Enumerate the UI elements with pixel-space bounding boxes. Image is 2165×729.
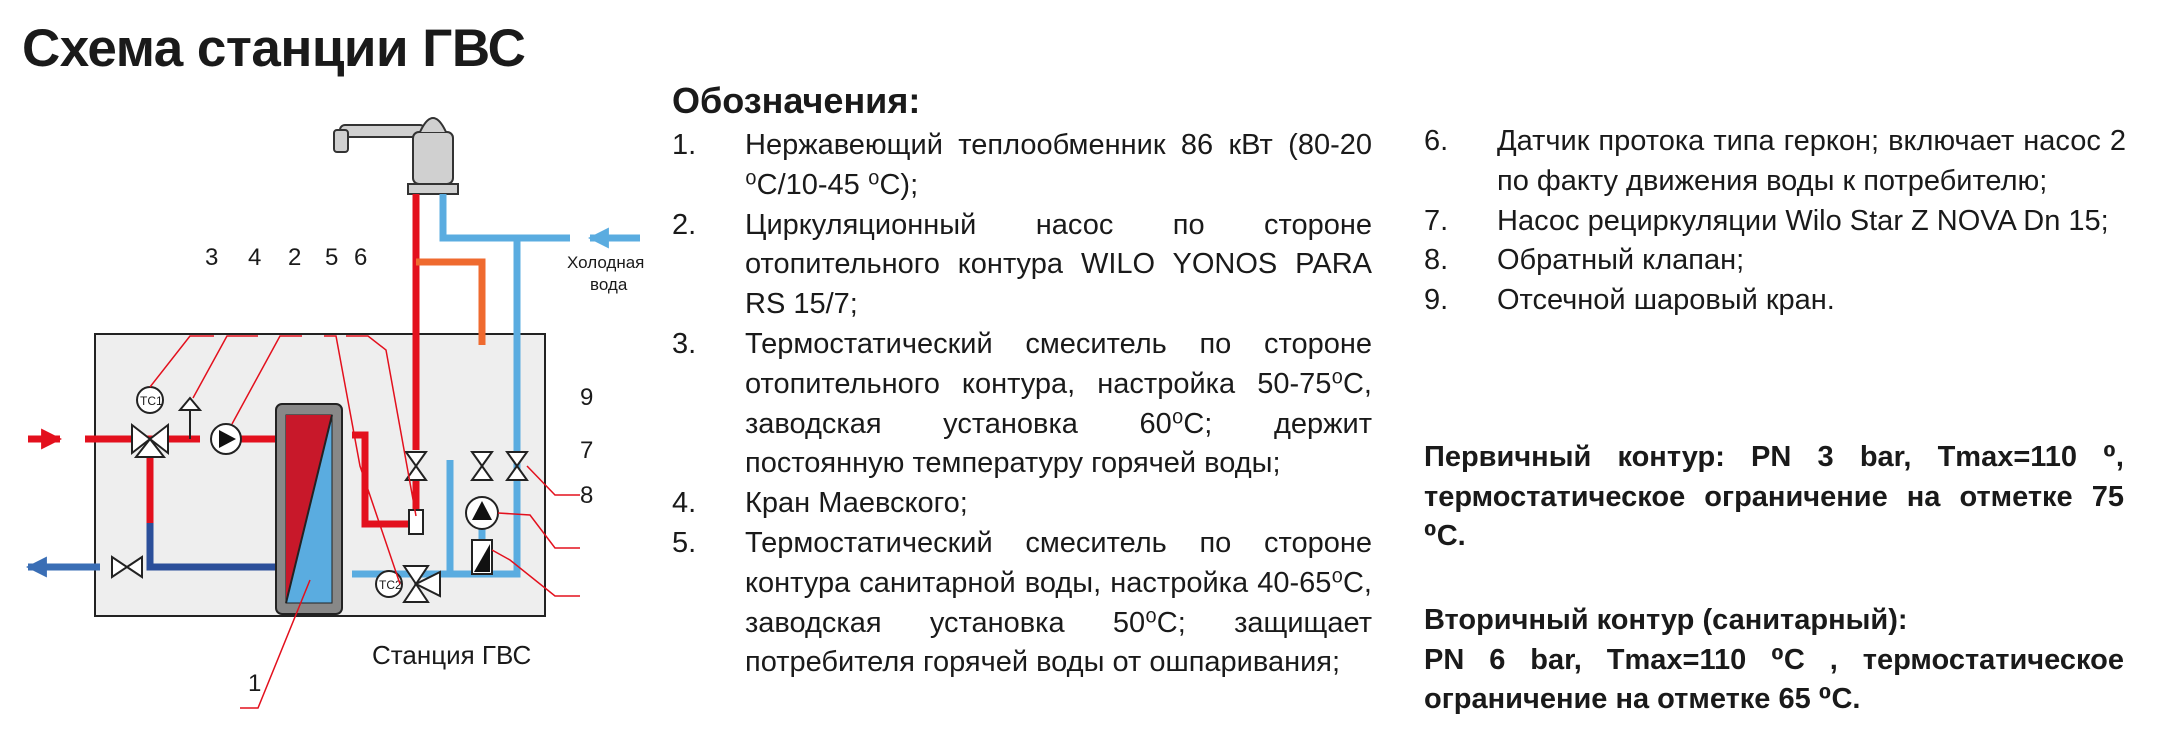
legend-column-2 xyxy=(1424,122,2126,321)
legend-title: Обозначения: xyxy=(672,80,921,121)
legend-item xyxy=(672,325,1372,484)
callout-7: 7 xyxy=(580,437,594,464)
callout-6: 6 xyxy=(354,244,368,271)
page-title: Схема станции ГВС xyxy=(22,19,526,78)
sensor-tc2 xyxy=(376,571,402,597)
legend-item xyxy=(1424,122,2126,202)
legend-item-text: Кран Маевского; xyxy=(745,487,968,520)
callout-8: 8 xyxy=(580,482,594,509)
legend-item xyxy=(672,484,1372,524)
legend-item-text: Нержавеющий теплообменник 86 кВт (80-20 ⁰С/10-45 ⁰С); xyxy=(745,129,1372,201)
faucet-icon xyxy=(334,118,458,194)
callout-1: 1 xyxy=(248,670,262,697)
recirculation-pipe xyxy=(416,262,482,345)
callout-9: 9 xyxy=(580,384,594,411)
recirculation-pump-7 xyxy=(466,497,498,529)
secondary-circuit-text: PN 6 bar, Tmax=110 ⁰С , термостатическое ограничение на отметке 65 ⁰С. xyxy=(1424,643,2124,716)
legend-item-text: Насос рециркуляции Wilo Star Z NOVA Dn 15; xyxy=(1497,204,2109,237)
legend-item-text: Термостатический смеситель по стороне контура санитарной воды, настройка 40-65⁰С, заводская установка 50⁰С; защищает потребителя горячей воды от ошпаривания; xyxy=(745,526,1372,679)
legend-item xyxy=(1424,202,2126,242)
circulation-pump-2 xyxy=(211,424,241,454)
primary-circuit-note: Первичный контур: PN 3 bar, Tmax=110 ⁰, термостатическое ограничение на отметке 75 ⁰С. xyxy=(1424,441,2124,553)
legend-item xyxy=(672,206,1372,325)
cold-water-label-line1: Холодная xyxy=(567,253,645,272)
legend-item-number: 9. xyxy=(1424,284,1449,317)
legend-item xyxy=(672,126,1372,206)
legend-item xyxy=(672,524,1372,683)
legend-item xyxy=(1424,241,2126,281)
legend-item-number: 8. xyxy=(1424,244,1449,277)
legend-column-1 xyxy=(672,126,1372,683)
secondary-circuit-note xyxy=(1424,601,2124,720)
check-valve-8 xyxy=(472,540,492,574)
legend-item-number: 7. xyxy=(1424,204,1449,237)
legend-item-text: Отсечной шаровый кран. xyxy=(1497,284,1835,317)
legend-item-number: 1. xyxy=(672,129,697,161)
station-label: Станция ГВС xyxy=(372,640,532,670)
legend-item-number: 2. xyxy=(672,208,697,241)
callout-5: 5 xyxy=(325,244,339,271)
legend-item-number: 4. xyxy=(672,487,697,520)
legend-item-text: Датчик протока типа геркон; включает насос 2 по факту движения воды к потребителю; xyxy=(1497,125,2126,197)
callout-2: 2 xyxy=(288,244,302,271)
callout-4: 4 xyxy=(248,244,262,271)
legend-item-text: Термостатический смеситель по стороне отопительного контура, настройка 50-75⁰С, заводская установка 60⁰С; держит постоянную температуру горячей воды; xyxy=(745,327,1372,480)
dhw-station-diagram xyxy=(0,100,660,729)
legend-item-text: Обратный клапан; xyxy=(1497,244,1745,277)
legend-item-number: 6. xyxy=(1424,125,1449,157)
cold-water-label-line2: вода xyxy=(590,275,628,294)
svg-text:TC2: TC2 xyxy=(379,578,402,592)
legend-item-number: 3. xyxy=(672,327,697,360)
legend-item xyxy=(1424,281,2126,321)
sensor-tc1 xyxy=(137,387,163,413)
svg-text:TC1: TC1 xyxy=(140,394,163,408)
callout-3: 3 xyxy=(205,244,219,271)
legend-item-number: 5. xyxy=(672,526,697,559)
legend-item-text: Циркуляционный насос по стороне отопительного контура WILO YONOS PARA RS 15/7; xyxy=(745,208,1372,321)
secondary-circuit-heading: Вторичный контур (санитарный): xyxy=(1424,604,1908,636)
